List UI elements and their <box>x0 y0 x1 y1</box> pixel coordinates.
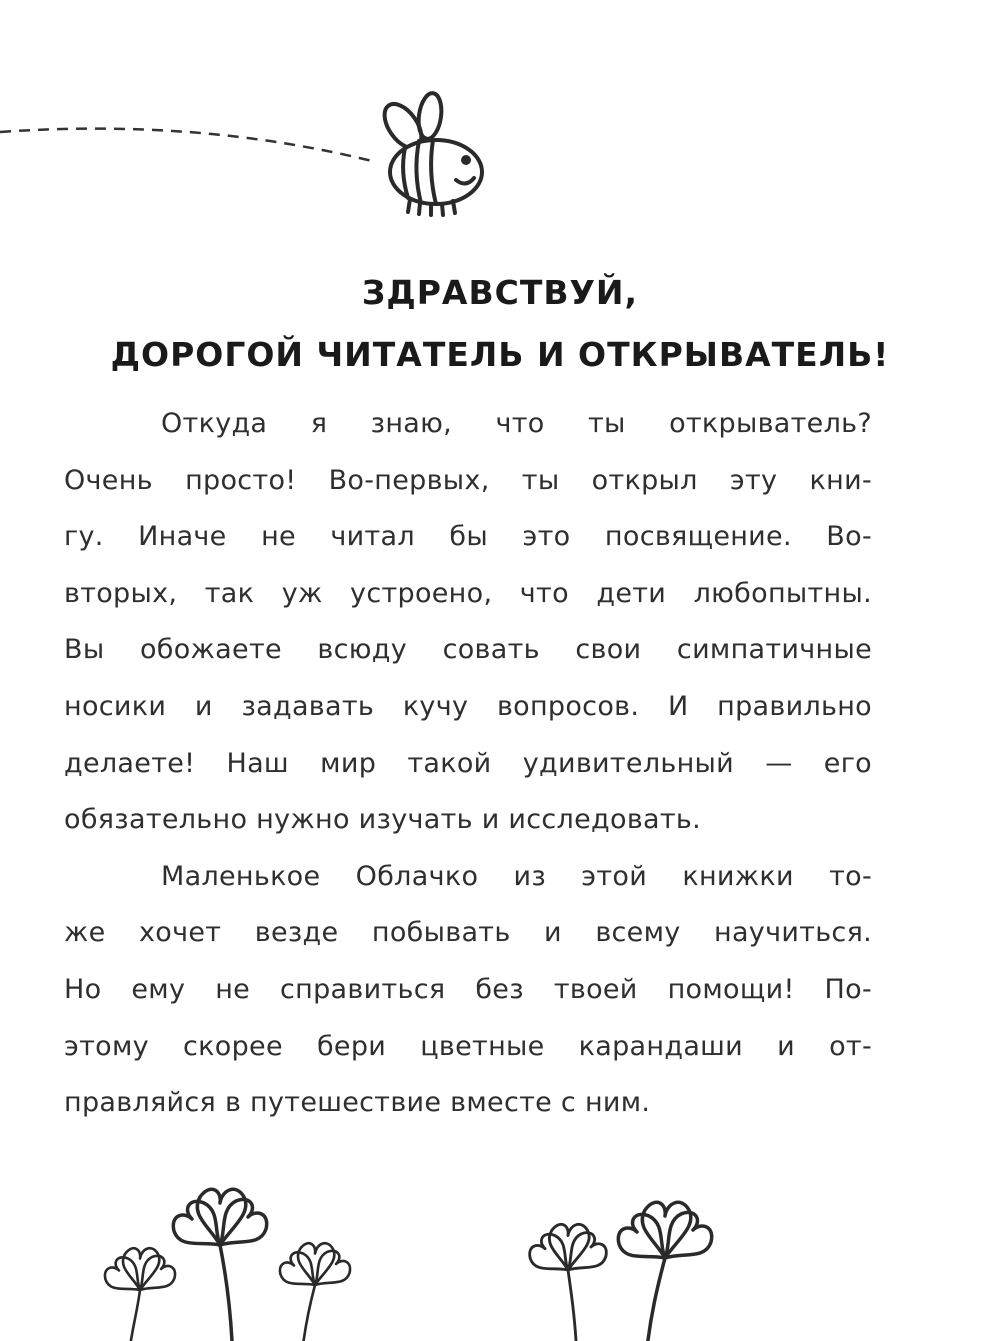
text-line: же хочет везде побывать и всему научиться. <box>64 917 872 949</box>
body-text <box>64 396 872 1132</box>
page-title <box>0 262 1000 386</box>
title-line-2: ДОРОГОЙ ЧИТАТЕЛЬ И ОТКРЫВАТЕЛЬ! <box>110 335 890 374</box>
text-line: обязательно нужно изучать и исследовать. <box>64 804 701 836</box>
text-line: Очень просто! Во-первых, ты открыл эту кни- <box>64 464 872 496</box>
text-line: правляйся в путешествие вместе с ним. <box>64 1087 651 1119</box>
paragraph-1 <box>64 396 872 849</box>
text-line: носики и задавать кучу вопросов. И правильно <box>64 690 872 722</box>
text-line: гу. Иначе не читал бы это посвящение. Во- <box>64 521 872 553</box>
text-line: Вы обожаете всюду совать свои симпатичные <box>64 634 872 666</box>
title-line-1: ЗДРАВСТВУЙ, <box>361 273 639 312</box>
dashed-flight-path <box>0 129 376 162</box>
text-line: Маленькое Облачко из этой книжки то- <box>161 860 872 892</box>
text-line: Но ему не справиться без твоей помощи! По- <box>64 973 872 1005</box>
text-line: делаете! Наш мир такой удивительный — его <box>64 747 872 779</box>
clover-icon <box>530 1202 712 1341</box>
bee-icon <box>377 92 482 215</box>
text-line: Откуда я знаю, что ты открыватель? <box>161 408 872 439</box>
paragraph-2 <box>64 849 872 1132</box>
text-line: этому скорее бери цветные карандаши и от- <box>64 1030 872 1062</box>
clover-icon <box>105 1189 350 1341</box>
text-line: вторых, так уж устроено, что дети любопытны. <box>64 577 872 609</box>
